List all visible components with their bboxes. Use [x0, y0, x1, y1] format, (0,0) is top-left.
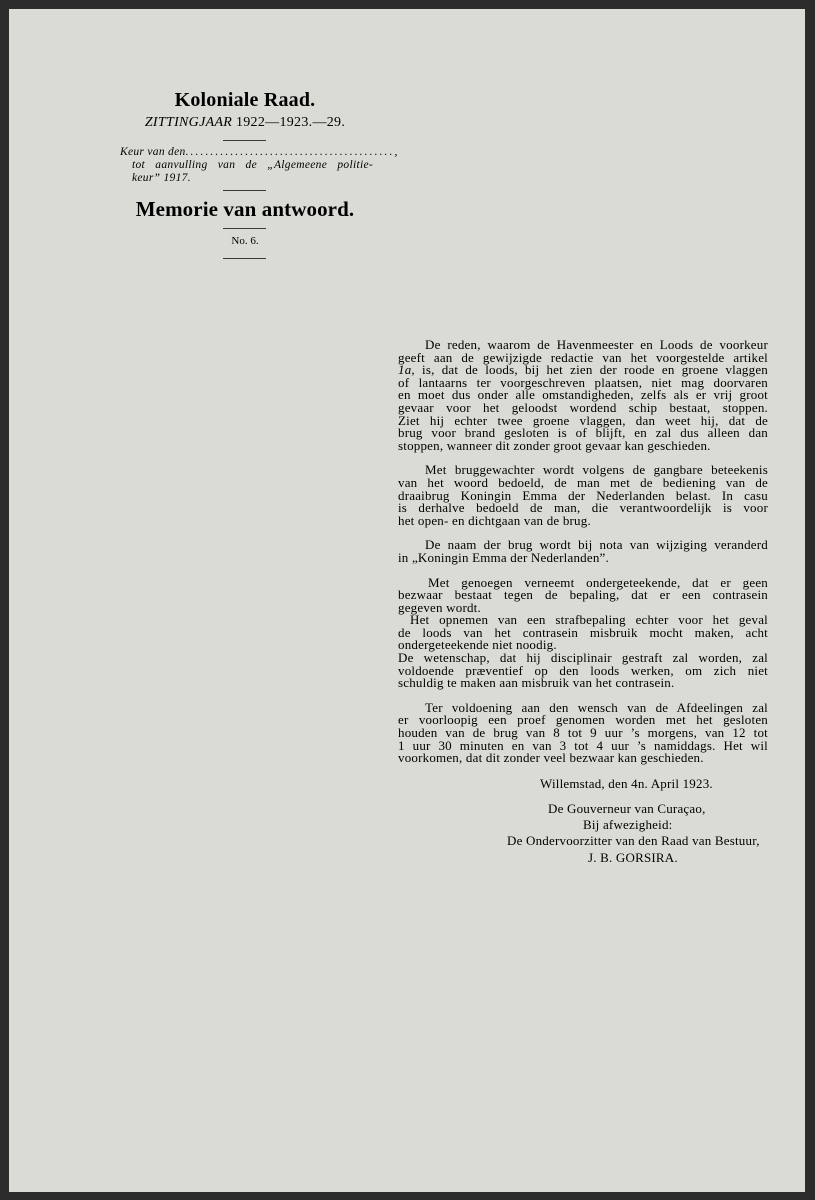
text-line: er voorloopig een proef genomen worden met het gesloten: [398, 712, 768, 728]
text-line: en moet dus onder alle omstandigheden, zelfs als er vrij groot: [398, 387, 768, 403]
ordinance-line: [120, 146, 400, 159]
ordinance-reference: [120, 146, 400, 185]
divider-rule: [223, 140, 266, 141]
document-title: Memorie van antwoord.: [135, 197, 355, 221]
paragraph: [398, 574, 768, 615]
divider-rule: [223, 190, 266, 191]
signature-line: De Ondervoorzitter van den Raad van Bestuur,: [507, 833, 760, 848]
text-section: [398, 574, 768, 691]
text-line: Met genoegen verneemt ondergeteekende, dat er geen: [428, 574, 768, 590]
text-line: bezwaar bestaat tegen de bepaling, dat er een contrasein: [398, 587, 768, 603]
session-year: [110, 115, 380, 131]
paragraph: [398, 464, 768, 527]
text-line: De naam der brug wordt bij nota van wijziging veranderd: [425, 537, 768, 553]
ordinance-line: keur” 1917.: [132, 172, 191, 184]
document-number: No. 6.: [231, 235, 259, 247]
paragraph: [398, 339, 768, 452]
text-line: stoppen, wanneer dit zonder groot gevaar kan geschieden.: [398, 437, 711, 453]
place-and-date: Willemstad, den 4n. April 1923.: [540, 776, 713, 791]
text-line: De wetenschap, dat hij disciplinair gestraft zal worden, zal: [398, 650, 768, 666]
text-line: De reden, waarom de Havenmeester en Loods de voorkeur: [425, 337, 768, 352]
divider-rule: [223, 228, 266, 229]
paragraph: [398, 614, 768, 652]
text-line: houden van de brug van 8 tot 9 uur ’s morgens, van 12 tot: [398, 725, 768, 741]
text-line: geeft aan de gewijzigde redactie van het voorgestelde artikel: [398, 349, 768, 365]
text-line: draaibrug Koningin Emma der Nederlanden belast. In casu: [398, 487, 768, 503]
text-line: schuldig te maken aan misbruik van het contrasein.: [398, 675, 675, 691]
text-line: gegeven wordt.: [398, 599, 481, 615]
session-label: ZITTINGJAAR: [144, 115, 233, 130]
text-line: van het woord bedoeld, de man met de bediening van de: [398, 474, 768, 490]
text-section: [398, 539, 768, 564]
text-line: gevaar voor het geloodst wordend schip bestaat, stoppen.: [398, 399, 768, 415]
text-line: brug voor brand gesloten is of blijft, en zal dus alleen dan: [398, 425, 768, 441]
text-line: het open- en dichtgaan van de brug.: [398, 512, 591, 528]
text-line: voorkomen, dat dit zonder veel bezwaar kan geschieden.: [398, 750, 704, 766]
signature-line: Bij afwezigheid:: [583, 817, 673, 832]
text-line: 1 uur 30 minuten en van 3 tot 4 uur ’s namiddags. Het wil: [398, 737, 768, 753]
text-line: ondergeteekende niet noodig.: [398, 637, 557, 653]
ordinance-line: tot aanvulling van de „Algemeene politie-: [132, 159, 373, 171]
signatory-name: J. B. GORSIRA.: [588, 850, 678, 865]
ordinance-line-dots: ..........................................,: [185, 146, 400, 158]
article-reference: 1a: [398, 362, 412, 378]
body-text: [398, 339, 768, 765]
ordinance-line-start: Keur van den: [120, 146, 186, 158]
divider-rule: [223, 258, 266, 259]
signature-line: De Gouverneur van Curaçao,: [548, 801, 706, 816]
text-section: [398, 339, 768, 452]
text-line: in „Koningin Emma der Nederlanden”.: [398, 549, 609, 565]
paragraph: [398, 699, 768, 766]
session-years: 1922—1923.—29.: [232, 115, 346, 130]
paragraph: [398, 539, 768, 564]
text-line: of lantaarns ter voorgeschreven plaatsen, niet mag doorvaren: [398, 374, 768, 390]
text-line: Met bruggewachter wordt volgens de gangbare beteekenis: [425, 462, 768, 478]
text-line: Ter voldoening aan den wensch van de Afdeelingen zal: [425, 699, 768, 715]
text-line: de loods van het contrasein misbruik mocht maken, acht: [398, 624, 768, 640]
text-line: is derhalve bedoeld de man, die verantwoordelijk is voor: [398, 500, 768, 516]
text-line: Ziet hij echter twee groene vlaggen, dan weet hij, dat de: [398, 412, 768, 428]
text-line: Het opnemen van een strafbepaling echter voor het geval: [410, 612, 768, 628]
text-section: [398, 464, 768, 527]
text-line-rest: , is, dat de loods, bij het zien der roode en groene vlaggen: [411, 362, 768, 378]
text-line: voldoende præventief op den loods werken, om zich niet: [398, 662, 768, 678]
paragraph: [398, 652, 768, 690]
text-section: [398, 699, 768, 766]
council-title: Koloniale Raad.: [174, 89, 316, 111]
